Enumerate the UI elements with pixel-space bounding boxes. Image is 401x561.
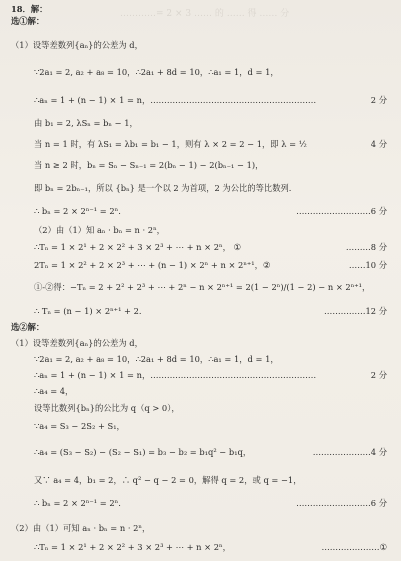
solution-line: 2Tₙ = 1 × 2² + 2 × 2³ + ⋯ + (n − 1) × 2ⁿ + n × 2ⁿ⁺¹，② [34,260,271,270]
solution-line: ∴ bₙ = 2 × 2ⁿ⁻¹ = 2ⁿ. [34,498,121,508]
solution-line: （2）由（1）可知 aₙ · bₙ = n · 2ⁿ， [11,523,151,533]
solution-line: ∴Tₙ = 1 × 2¹ + 2 × 2² + 3 × 2³ + ⋯ + n × 2ⁿ， [34,542,231,552]
score-marker: 4 分 [370,139,387,149]
score-marker: ……………12 分 [324,306,387,316]
solution-line: 又∵ a₄ = 4，b₁ = 2，∴ q² − q − 2 = 0，解得 q = 2，或 q = −1， [34,475,302,485]
solution-line: 设等比数列{bₙ}的公比为 q（q > 0）， [34,403,180,413]
solution-line: （1）设等差数列{aₙ}的公差为 d， [11,40,143,50]
solution-line: 当 n ≥ 2 时，bₙ = Sₙ − Sₙ₋₁ = 2(bₙ − 1) − 2(bₙ₋₁ − 1)， [34,160,264,170]
solution-line: 即 bₙ = 2bₙ₋₁，所以 {bₙ} 是一个以 2 为首项，2 为公比的等比数列. [34,183,292,193]
solution-line: 选②解： [11,322,45,332]
solution-line: 18．解： [11,4,48,14]
solution-line: ∴Tₙ = 1 × 2¹ + 2 × 2² + 3 × 2³ + ⋯ + n × 2ⁿ， ① [34,242,241,252]
score-marker: 2 分 [370,95,387,105]
bleed-through-text: …………= 2 × 3 …… 的 …… 得 …… 分 [120,9,290,19]
score-marker: …………………① [321,542,387,552]
solution-line: 选①解： [11,16,45,26]
solution-line: （2）由（1）知 aₙ · bₙ = n · 2ⁿ， [34,225,165,235]
solution-line: ∴a₄ = (S₃ − S₂) − (S₂ − S₁) = b₃ − b₂ = b₁q² − b₁q， [34,447,252,457]
score-marker: ………………………6 分 [296,206,387,216]
score-marker: ………………………6 分 [296,498,387,508]
score-marker: 2 分 [370,370,387,380]
solution-line: ∴ Tₙ = (n − 1) × 2ⁿ⁺¹ + 2. [34,306,142,316]
solution-line: ∴aₙ = 1 + (n − 1) × 1 = n，…………………………………………………… [34,370,317,380]
score-marker: …………………4 分 [312,447,387,457]
solution-line: ∵a₄ = S₃ − 2S₂ + S₁， [34,421,125,431]
solution-line: ∴a₄ = 4， [34,386,74,396]
solution-line: ∴aₙ = 1 + (n − 1) × 1 = n，…………………………………………………… [34,95,317,105]
score-marker: ……10 分 [348,260,387,270]
solution-line: 当 n = 1 时，有 λS₁ = λb₁ = b₁ − 1，则有 λ × 2 = 2 − 1，即 λ = ½ [34,139,307,149]
score-marker: ………8 分 [345,242,387,252]
solution-line: （1）设等差数列{aₙ}的公差为 d， [11,338,143,348]
solution-line: ①-②得：−Tₙ = 2 + 2² + 2³ + ⋯ + 2ⁿ − n × 2ⁿ⁺¹ = 2(1 − 2ⁿ)/(1 − 2) − n × 2ⁿ⁺¹， [34,282,371,292]
solution-line: ∵2a₁ = 2, a₂ + a₈ = 10，∴2a₁ + 8d = 10，∴a₁ = 1，d = 1， [34,67,279,77]
solution-line: ∵2a₁ = 2, a₂ + a₈ = 10，∴2a₁ + 8d = 10，∴a₁ = 1，d = 1， [34,354,279,364]
solution-line: 由 b₁ = 2, λSₙ = bₙ − 1， [34,118,138,128]
solution-line: ∴ bₙ = 2 × 2ⁿ⁻¹ = 2ⁿ. [34,206,121,216]
